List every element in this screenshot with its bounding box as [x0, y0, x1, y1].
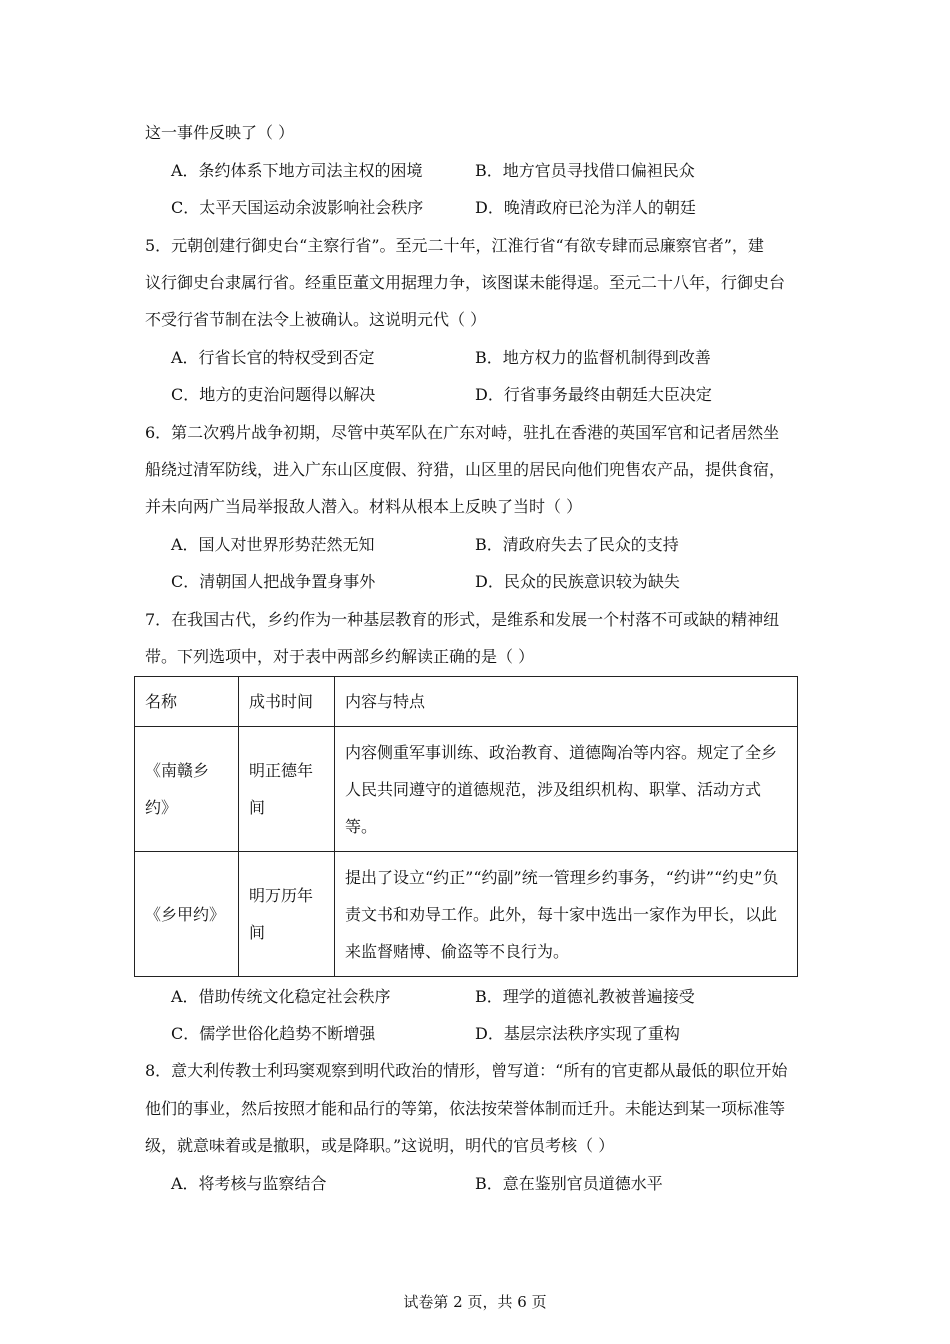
q6-stem-line-1: 6．第二次鸦片战争初期，尽管中英军队在广东对峙，驻扎在香港的英国军官和记者居然坐	[145, 423, 780, 442]
q7-header-time: 成书时间	[239, 677, 335, 727]
q8-stem-line-2: 他们的事业，然后按照才能和品行的等第，依法按荣誉体制而迁升。未能达到某一项标准等	[145, 1099, 786, 1118]
q7-header-content: 内容与特点	[335, 677, 798, 727]
q5-stem-line-3: 不受行省节制在法令上被确认。这说明元代（ ）	[145, 310, 487, 329]
q6-stem-line-2: 船绕过清军防线，进入广东山区度假、狩猎，山区里的居民向他们兜售农产品，提供食宿，	[145, 460, 786, 479]
q7-table-row	[135, 727, 798, 852]
q7-row1-name: 《南赣乡约》	[135, 727, 239, 852]
q6-option-b: B．清政府失去了民众的支持	[475, 535, 679, 554]
q5-option-b: B．地方权力的监督机制得到改善	[475, 348, 711, 367]
q4-stem-tail: 这一事件反映了（ ）	[145, 123, 295, 142]
q6-option-c: C．清朝国人把战争置身事外	[171, 572, 376, 591]
q7-stem-line-2: 带。下列选项中，对于表中两部乡约解读正确的是（ ）	[145, 647, 535, 666]
q7-header-name: 名称	[135, 677, 239, 727]
q5-stem-line-2: 议行御史台隶属行省。经重臣董文用据理力争，该图谋未能得逞。至元二十八年，行御史台	[145, 273, 786, 292]
q5-option-a: A．行省长官的特权受到否定	[171, 348, 375, 367]
q4-option-d: D．晚清政府已沦为洋人的朝廷	[475, 198, 696, 217]
q8-stem-line-3: 级，就意味着或是撤职，或是降职。”这说明，明代的官员考核（ ）	[145, 1136, 615, 1155]
q8-option-b: B．意在鉴别官员道德水平	[475, 1174, 663, 1193]
q7-row1-time: 明正德年间	[239, 727, 335, 852]
q5-option-d: D．行省事务最终由朝廷大臣决定	[475, 385, 712, 404]
q7-stem-line-1: 7．在我国古代，乡约作为一种基层教育的形式，是维系和发展一个村落不可或缺的精神纽	[145, 610, 780, 629]
q6-option-a: A．国人对世界形势茫然无知	[171, 535, 375, 554]
q6-option-d: D．民众的民族意识较为缺失	[475, 572, 680, 591]
q4-option-c: C．太平天国运动余波影响社会秩序	[171, 198, 424, 217]
q8-stem-line-1: 8．意大利传教士利玛窦观察到明代政治的情形，曾写道：“所有的官吏都从最低的职位开始	[145, 1061, 788, 1080]
q7-table	[134, 676, 798, 977]
q7-row2-content: 提出了设立“约正”“约副”统一管理乡约事务，“约讲”“约史”负责文书和劝导工作。此外，每十家中选出一家作为甲长，以此来监督赌博、偷盗等不良行为。	[335, 852, 798, 977]
q7-table-header-row	[135, 677, 798, 727]
q4-option-b: B．地方官员寻找借口偏袒民众	[475, 161, 695, 180]
page-footer: 试卷第 2 页，共 6 页	[403, 1293, 547, 1311]
q8-option-a: A．将考核与监察结合	[171, 1174, 327, 1193]
q5-stem-line-1: 5．元朝创建行御史台“主察行省”。至元二十年，江淮行省“有欲专肆而忌廉察官者”，建	[145, 236, 764, 255]
q7-option-c: C．儒学世俗化趋势不断增强	[171, 1024, 376, 1043]
q7-row2-name: 《乡甲约》	[135, 852, 239, 977]
q7-table-row	[135, 852, 798, 977]
q7-option-d: D．基层宗法秩序实现了重构	[475, 1024, 680, 1043]
q7-row2-time: 明万历年间	[239, 852, 335, 977]
q7-row1-content: 内容侧重军事训练、政治教育、道德陶冶等内容。规定了全乡人民共同遵守的道德规范，涉及组织机构、职掌、活动方式等。	[335, 727, 798, 852]
q7-option-b: B．理学的道德礼教被普遍接受	[475, 987, 695, 1006]
q6-stem-line-3: 并未向两广当局举报敌人潜入。材料从根本上反映了当时（ ）	[145, 497, 583, 516]
q7-option-a: A．借助传统文化稳定社会秩序	[171, 987, 391, 1006]
q4-option-a: A．条约体系下地方司法主权的困境	[171, 161, 423, 180]
q5-option-c: C．地方的吏治问题得以解决	[171, 385, 376, 404]
